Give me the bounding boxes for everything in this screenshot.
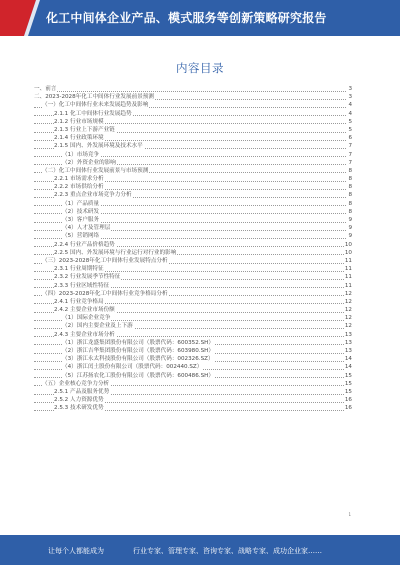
toc-entry[interactable] [34,339,352,347]
toc-entry[interactable] [34,290,352,298]
toc-entry-page: 3 [348,86,352,92]
toc-entry-text: 2.2.5 国内、外发展环境与行业运行对行业的影响 [54,249,177,256]
toc-entry-text: 2.3.3 行业区域性特征 [54,282,110,289]
toc-entry-page: 12 [344,290,352,297]
toc-entry-page: 3 [348,94,352,101]
toc-entry-page: 10 [344,249,352,256]
toc-entry-page: 13 [344,339,352,346]
toc-entry-page: 13 [344,348,352,354]
toc-entry-text: （5）营销网络 [62,233,100,240]
toc-entry[interactable] [34,388,352,396]
toc-entry-text: 2.1.4 行业政策环境 [54,135,104,142]
toc-entry[interactable] [34,355,352,363]
toc-entry-page: 16 [344,397,352,404]
red-ribbon-icon [0,0,40,36]
toc-entry-text: 2.4.2 主要企业市场份额 [54,307,115,314]
toc-entry-text: （2）国内主要企业及上下游 [62,323,133,330]
toc-entry-page: 5 [348,118,352,125]
toc-entry[interactable] [34,306,352,314]
toc-entry[interactable] [34,322,352,330]
toc-entry[interactable] [34,200,352,208]
toc-entry-text: 一、前言 [34,86,57,92]
toc-entry-page: 4 [348,110,352,117]
toc-entry-text: （三）2023-2028年化工中间体行业发展特点分析 [42,257,168,264]
toc-entry-page: 6 [348,135,352,142]
toc-entry[interactable] [34,241,352,249]
toc-entry[interactable] [34,404,352,412]
header-bar [0,0,400,36]
toc-entry-text: 2.5.2 人力资源优势 [54,397,104,404]
toc-entry-page: 8 [348,200,352,207]
toc-entry[interactable] [34,175,352,183]
toc-entry-text: （二）化工中间体行业发展前景与市场预测 [42,167,149,174]
toc-entry-text: 2.3.1 行业周期特征 [54,266,104,273]
toc-entry-page: 16 [344,405,352,412]
toc-entry-page: 8 [348,184,352,191]
toc-entry[interactable] [34,85,352,93]
footer-slogan: 让每个人都能成为 [48,547,104,555]
toc-entry-text: （2）技术研发 [62,208,100,215]
toc-entry-text: 2.3.2 行业发展季节性特征 [54,274,121,281]
toc-entry[interactable] [34,347,352,355]
toc-entry-text: （1）产品质量 [62,200,100,207]
toc-entry-page: 11 [344,257,352,264]
toc-entry-page: 12 [344,307,352,314]
toc-entry-text: （3）浙江永太科技股份有限公司（股票代码：002326.SZ） [62,356,214,363]
toc-entry[interactable] [34,265,352,273]
toc-entry-page: 14 [344,356,352,363]
toc-entry-page: 8 [348,167,352,174]
toc-entry-page: 5 [348,126,352,133]
toc-entry-page: 13 [344,331,352,338]
toc-entry[interactable] [34,151,352,159]
report-title: 化工中间体企业产品、模式服务等创新策略研究报告 [46,11,327,25]
toc-entry-page: 7 [348,159,352,166]
toc-entry-page: 14 [344,364,352,371]
toc-entry[interactable] [34,249,352,257]
toc-entry[interactable] [34,101,352,109]
toc-entry[interactable] [34,126,352,134]
toc-entry[interactable] [34,191,352,199]
page-number: 1 [348,512,351,517]
toc-entry-text: （4）人才及管理层 [62,225,111,232]
toc-entry-text: （一）化工中间体行业未来发展趋势及影响 [42,102,149,109]
toc-entry-page: 12 [344,315,352,322]
toc-entry-text: 2.2.2 市场供给分析 [54,184,104,191]
toc-entry-text: （1）市场竞争 [62,151,100,158]
toc-entry-page: 15 [344,372,352,379]
table-of-contents [34,85,352,413]
toc-entry-page: 9 [348,233,352,240]
footer-bar [0,535,400,565]
toc-entry[interactable] [34,167,352,175]
toc-entry-text: 2.2.4 行业产品价格趋势 [54,241,115,248]
toc-entry[interactable] [34,183,352,191]
toc-entry-text: （3）客户服务 [62,217,100,223]
footer-roles: 行业专家、管理专家、咨询专家、战略专家、成功企业家…… [133,547,322,555]
toc-entry-page: 15 [344,380,352,387]
toc-entry-text: （1）浙江龙盛集团股份有限公司（股票代码：600352.SH） [62,339,214,346]
toc-entry-page: 12 [344,298,352,305]
toc-entry[interactable] [34,282,352,290]
toc-entry-page: 10 [344,241,352,248]
toc-entry-text: 2.5.1 产品及服务优势 [54,388,110,395]
toc-entry[interactable] [34,257,352,265]
toc-entry-text: （五）企业核心竞争力分析 [42,380,110,387]
toc-entry[interactable] [34,208,352,216]
toc-entry-text: 二、2023-2028年化工中间体行业发展前景预测 [34,94,154,101]
toc-entry-page: 8 [348,208,352,215]
toc-entry-text: 2.4.3 主要企业市场分析 [54,331,115,338]
toc-entry[interactable] [34,273,352,281]
toc-entry-text: （1）国际企业竞争 [62,315,111,322]
toc-entry-page: 7 [348,151,352,158]
toc-entry-text: （2）浙江吉华集团股份有限公司（股票代码：603980.SH） [62,348,214,354]
toc-entry-text: 2.5.3 技术研发优势 [54,405,104,412]
toc-entry[interactable] [34,298,352,306]
toc-heading: 内容目录 [176,61,224,75]
toc-entry-page: 12 [344,323,352,330]
toc-entry-page: 11 [344,282,352,289]
toc-entry-text: 2.4.1 行业竞争格局 [54,298,104,305]
toc-entry-page: 8 [348,192,352,199]
toc-entry-text: 2.1.2 行业市场规模 [54,118,104,125]
toc-entry[interactable] [34,110,352,118]
toc-entry-page: 15 [344,388,352,395]
toc-entry-text: （5）江苏扬农化工股份有限公司（股票代码：600486.SH） [62,372,214,379]
toc-entry-text: 2.2.3 重点企业市场竞争力分析 [54,192,132,199]
toc-entry-text: （四）2023-2028年化工中间体行业竞争格局分析 [42,290,168,297]
toc-entry-page: 11 [344,266,352,273]
toc-entry-page: 8 [348,176,352,183]
toc-entry-text: （2）外资企业的影响 [62,159,116,166]
toc-entry-page: 9 [348,225,352,232]
toc-entry-text: 2.1.5 国内、外发展环境及技术水平 [54,143,143,150]
toc-entry[interactable] [34,396,352,404]
toc-entry-text: 2.1.3 行业上下游产业链 [54,126,115,133]
toc-entry-text: （4）浙江闰土股份有限公司（股票代码：002440.SZ） [62,364,203,371]
toc-entry[interactable] [34,134,352,142]
toc-entry[interactable] [34,142,352,150]
toc-leader-dots [34,91,346,92]
toc-entry-page: 4 [348,102,352,109]
toc-entry[interactable] [34,363,352,371]
toc-entry[interactable] [34,118,352,126]
toc-entry-page: 7 [348,143,352,150]
toc-entry[interactable] [34,331,352,339]
toc-entry-page: 9 [348,217,352,223]
toc-entry[interactable] [34,314,352,322]
toc-entry[interactable] [34,159,352,167]
toc-entry[interactable] [34,224,352,232]
toc-entry-text: 2.1.1 化工中间体行业发展趋势 [54,110,132,117]
toc-entry[interactable] [34,232,352,240]
toc-entry-page: 11 [344,274,352,281]
toc-entry[interactable] [34,380,352,388]
toc-entry-text: 2.2.1 市场需求分析 [54,176,104,183]
toc-entry[interactable] [34,216,352,224]
toc-entry[interactable] [34,93,352,101]
toc-entry[interactable] [34,372,352,380]
